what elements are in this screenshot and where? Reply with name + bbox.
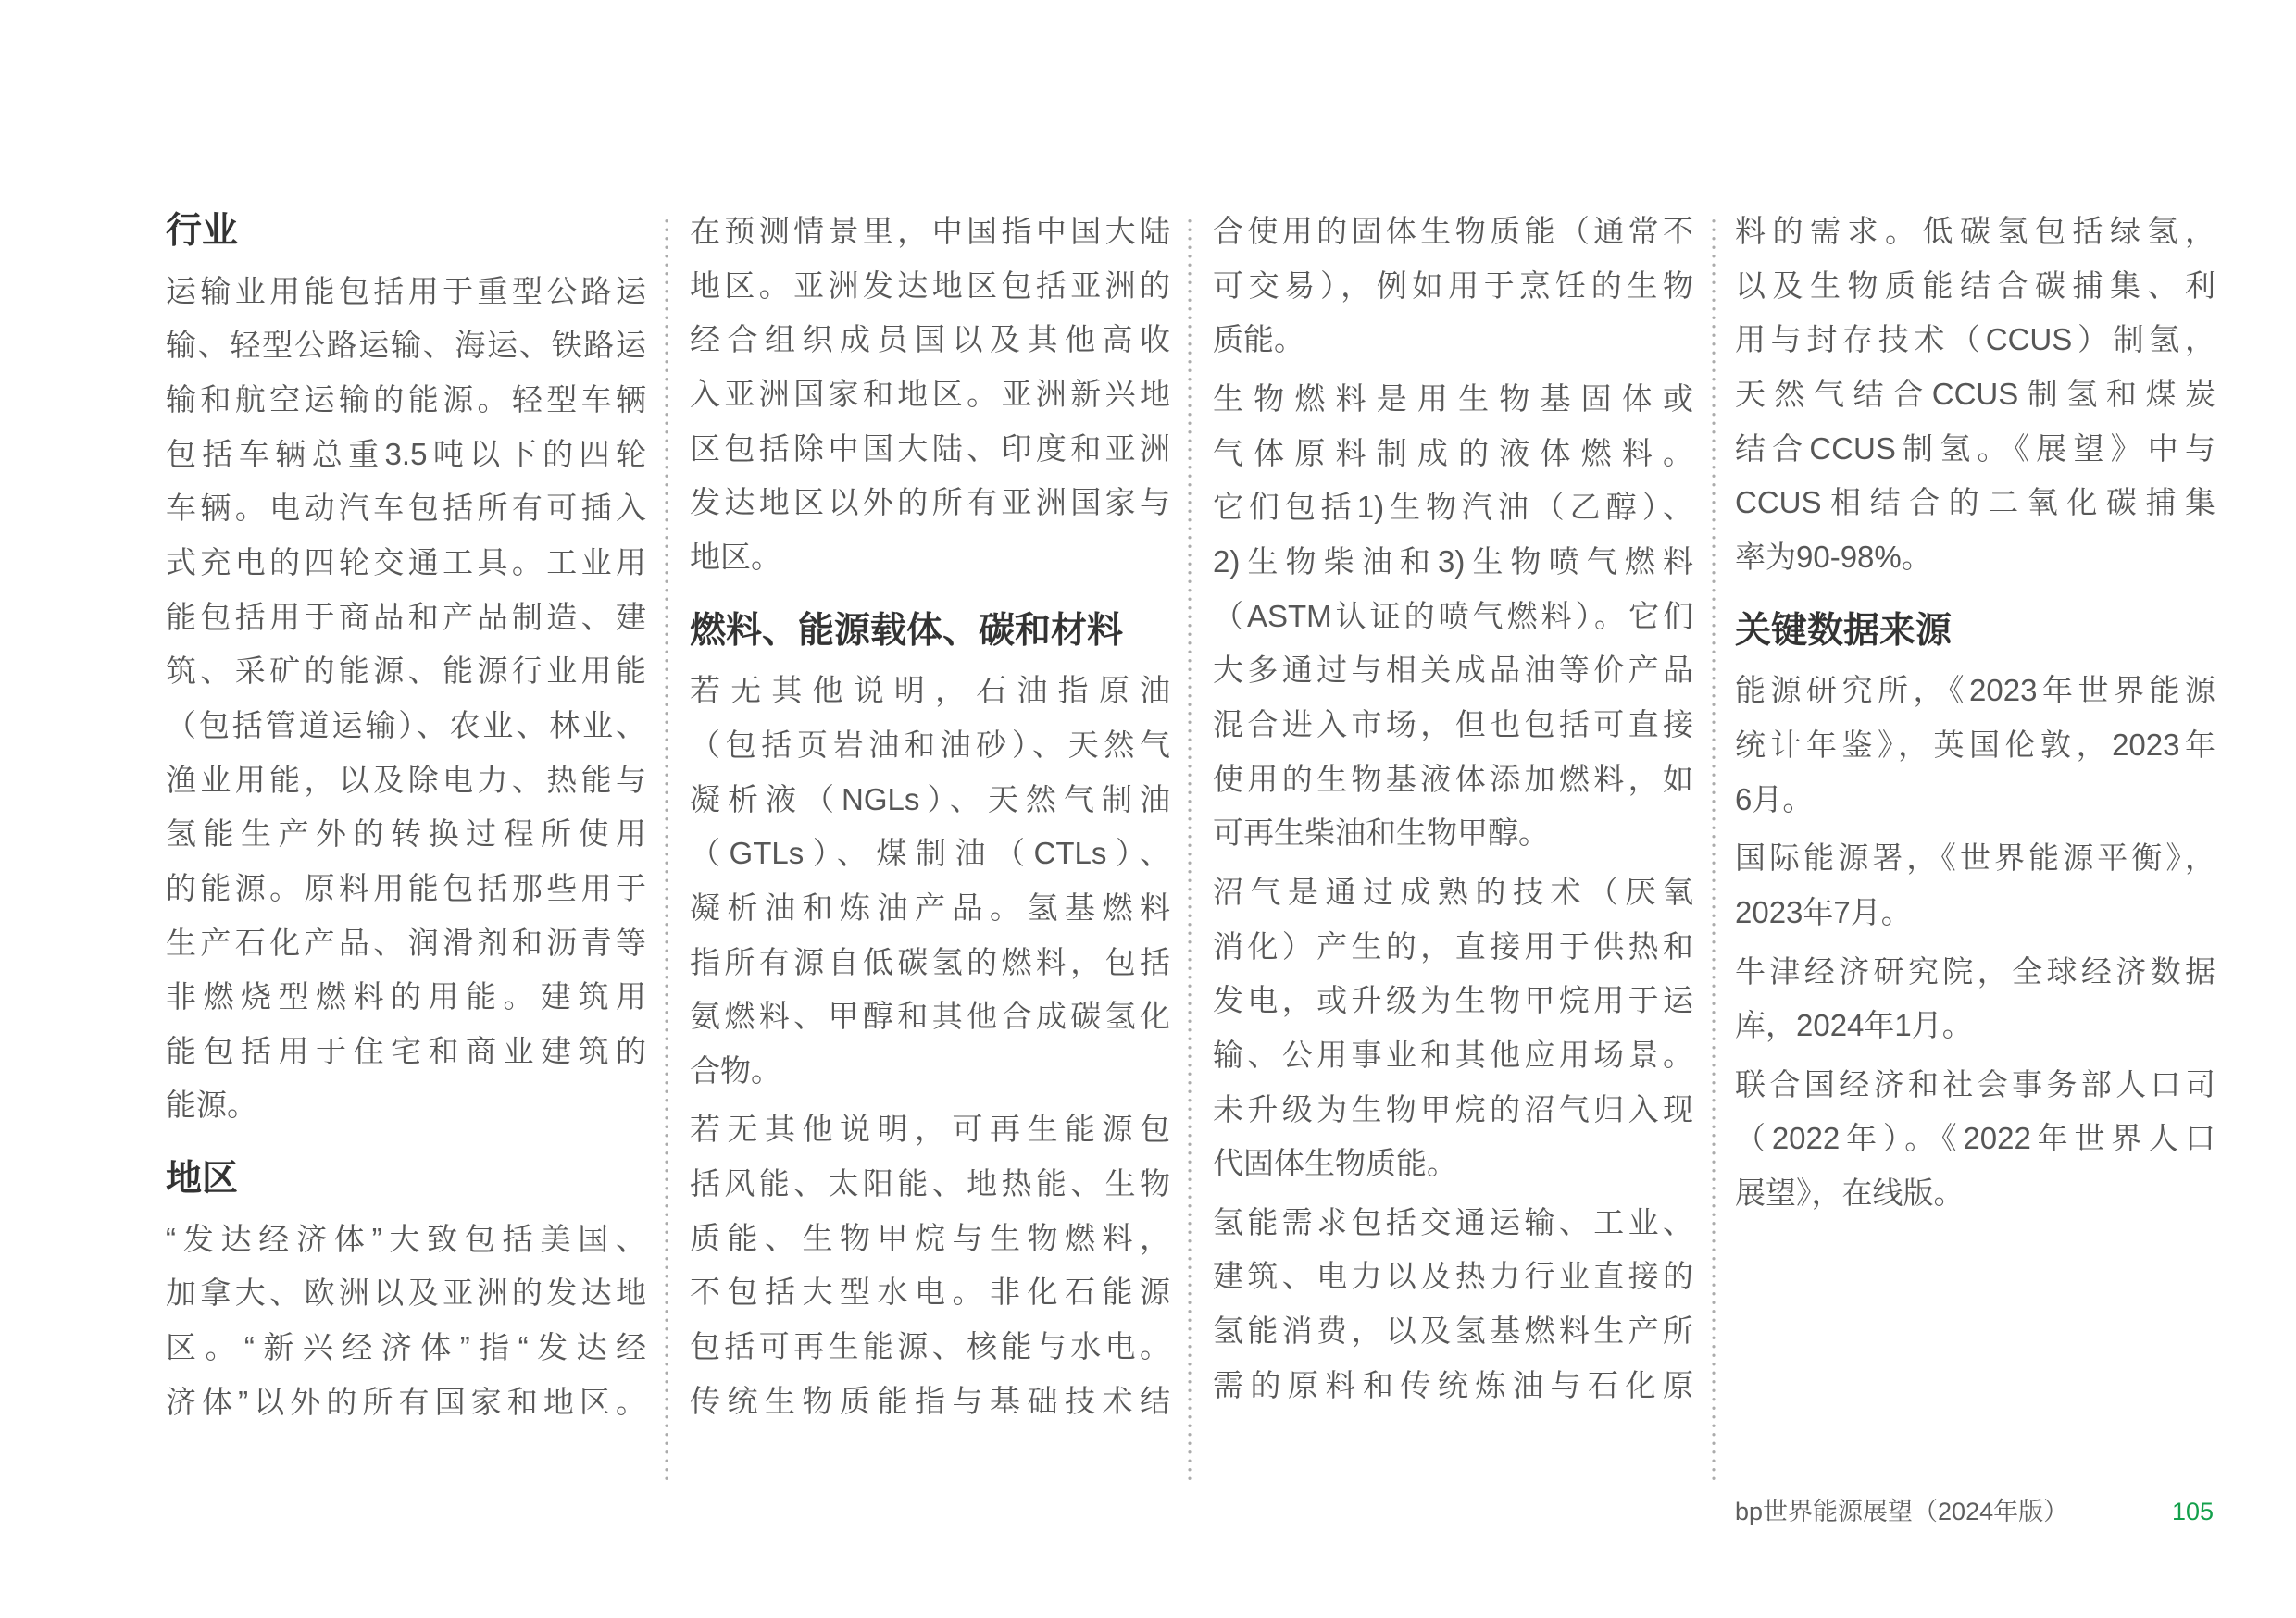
text-line: 6月。 xyxy=(1735,781,1814,816)
text-line: 区包括除中国大陆、印度和亚洲 xyxy=(690,430,1170,466)
text-line: 地区。亚洲发达地区包括亚洲的 xyxy=(690,268,1170,303)
column-divider xyxy=(1712,217,1716,1482)
text-line: 合物。 xyxy=(690,1052,781,1088)
text-line: 它们包括1)生物汽油（乙醇）、 xyxy=(1213,490,1693,525)
text-line: 经合组织成员国以及其他高收 xyxy=(690,322,1170,357)
paragraph-sector-definitions xyxy=(166,265,646,1134)
text-line: 传统生物质能指与基础技术结 xyxy=(690,1383,1170,1418)
text-line: 统计年鉴》，英国伦敦，2023年 xyxy=(1735,727,2215,762)
text-line: 入亚洲国家和地区。亚洲新兴地 xyxy=(690,376,1170,411)
text-line: 济体”以外的所有国家和地区。 xyxy=(166,1384,646,1419)
footer-publication-title: bp世界能源展望（2024年版） xyxy=(1735,1498,2069,1525)
text-line: 包括车辆总重3.5吨以下的四轮 xyxy=(166,436,646,471)
text-line: 质能。 xyxy=(1213,322,1304,357)
text-line: 发电，或升级为生物甲烷用于运 xyxy=(1213,983,1693,1018)
text-line: 以及生物质能结合碳捕集、利 xyxy=(1735,268,2215,303)
text-line: （GTLs）、煤制油（CTLs）、 xyxy=(690,836,1170,871)
text-line: 非燃烧型燃料的用能。建筑用 xyxy=(166,979,646,1014)
page-number: 105 xyxy=(2171,1498,2214,1525)
text-line: （包括页岩油和油砂）、天然气 xyxy=(690,727,1170,762)
text-line: 大多通过与相关成品油等价产品 xyxy=(1213,653,1693,688)
text-line: 生物燃料是用生物基固体或 xyxy=(1213,380,1693,416)
text-line: 2)生物柴油和3)生物喷气燃料 xyxy=(1213,543,1693,579)
text-line: 输和航空运输的能源。轻型车辆 xyxy=(166,381,646,417)
text-line: 在预测情景里，中国指中国大陆 xyxy=(690,214,1170,248)
text-line: 2023年7月。 xyxy=(1735,894,1912,929)
column-2 xyxy=(690,205,1170,1433)
text-line: 凝析油和炼油产品。氢基燃料 xyxy=(690,890,1170,925)
text-line: 能源。 xyxy=(166,1088,257,1123)
text-line: 式充电的四轮交通工具。工业用 xyxy=(166,544,646,579)
paragraph-renewables xyxy=(690,1102,1170,1428)
paragraph-traditional-biomass-cont xyxy=(1213,205,1693,367)
paragraph-hydrogen-demand xyxy=(1213,1196,1693,1413)
text-line: 需的原料和传统炼油与石化原 xyxy=(1213,1367,1693,1402)
source-entry xyxy=(1735,1058,2215,1221)
text-line: 筑、采矿的能源、能源行业用能 xyxy=(166,653,646,689)
text-line: 展望》，在线版。 xyxy=(1735,1176,1965,1211)
text-line: 若无其他说明，可再生能源包 xyxy=(690,1112,1170,1147)
text-line: （ASTM认证的喷气燃料）。它们 xyxy=(1213,598,1693,633)
text-line: 氨燃料、甲醇和其他合成碳氢化 xyxy=(690,999,1170,1034)
column-4 xyxy=(1735,205,2215,1226)
column-1 xyxy=(166,205,646,1434)
paragraph-biogas xyxy=(1213,865,1693,1191)
text-line: 车辆。电动汽车包括所有可插入 xyxy=(166,491,646,526)
text-line: 率为90-98%。 xyxy=(1735,539,1932,574)
source-entry xyxy=(1735,945,2215,1053)
text-line: 加拿大、欧洲以及亚洲的发达地 xyxy=(166,1276,646,1311)
text-line: 若无其他说明，石油指原油 xyxy=(690,673,1170,708)
text-line: 消化）产生的，直接用于供热和 xyxy=(1213,928,1693,964)
text-line: 输、公用事业和其他应用场景。 xyxy=(1213,1037,1693,1072)
text-line: 用与封存技术（CCUS）制氢， xyxy=(1735,322,2215,357)
text-line: 代固体生物质能。 xyxy=(1213,1146,1457,1181)
text-line: （包括管道运输）、农业、林业、 xyxy=(166,707,646,742)
text-line: “发达经济体”大致包括美国、 xyxy=(166,1221,646,1256)
text-line: 区。“新兴经济体”指“发达经 xyxy=(166,1330,646,1365)
text-line: 能包括用于住宅和商业建筑的 xyxy=(166,1033,646,1068)
text-line: 氢能消费，以及氢基燃料生产所 xyxy=(1213,1313,1693,1349)
source-entry xyxy=(1735,664,2215,827)
text-line: 输、轻型公路运输、海运、铁路运 xyxy=(166,328,646,363)
text-line: 联合国经济和社会事务部人口司 xyxy=(1735,1066,2215,1101)
paragraph-china-asia-definitions xyxy=(690,205,1170,585)
paragraph-low-carbon-hydrogen xyxy=(1735,205,2215,585)
text-line: 合使用的固体生物质能（通常不 xyxy=(1213,214,1693,248)
source-entry xyxy=(1735,831,2215,940)
text-line: 建筑、电力以及热力行业直接的 xyxy=(1213,1259,1693,1294)
text-line: CCUS相结合的二氧化碳捕集 xyxy=(1735,485,2215,520)
text-line: 能源研究所，《2023年世界能源 xyxy=(1735,673,2215,708)
paragraph-oil-hydrogen-fuels xyxy=(690,664,1170,1098)
text-line: 能包括用于商品和产品制造、建 xyxy=(166,599,646,634)
paragraph-region-definitions xyxy=(166,1213,646,1430)
text-line: 气体原料制成的液体燃料。 xyxy=(1213,435,1693,470)
text-line: 天然气结合CCUS制氢和煤炭 xyxy=(1735,376,2215,411)
text-line: 质能、生物甲烷与生物燃料， xyxy=(690,1220,1170,1255)
heading-key-data-sources: 关键数据来源 xyxy=(1735,610,1953,651)
text-line: 不包括大型水电。非化石能源 xyxy=(690,1275,1170,1310)
text-line: 料的需求。低碳氢包括绿氢， xyxy=(1735,214,2215,248)
text-line: 国际能源署，《世界能源平衡》， xyxy=(1735,840,2215,876)
column-divider xyxy=(665,217,668,1482)
text-line: 凝析液（NGLs）、天然气制油 xyxy=(690,781,1170,816)
text-line: 包括可再生能源、核能与水电。 xyxy=(690,1329,1170,1364)
text-line: （2022年）。《2022年世界人口 xyxy=(1735,1121,2215,1156)
column-divider xyxy=(1188,217,1192,1482)
text-line: 未升级为生物甲烷的沼气归入现 xyxy=(1213,1091,1693,1126)
column-3 xyxy=(1213,205,1693,1417)
text-line: 牛津经济研究院，全球经济数据 xyxy=(1735,953,2215,989)
text-line: 混合进入市场，但也包括可直接 xyxy=(1213,706,1693,741)
text-line: 运输业用能包括用于重型公路运 xyxy=(166,273,646,308)
heading-industry: 行业 xyxy=(166,211,239,251)
heading-fuels-carriers-carbon-materials: 燃料、能源载体、碳和材料 xyxy=(690,610,1124,651)
text-line: 渔业用能，以及除电力、热能与 xyxy=(166,762,646,797)
text-line: 氢能生产外的转换过程所使用 xyxy=(166,816,646,852)
text-line: 地区。 xyxy=(690,539,781,574)
heading-regions: 地区 xyxy=(166,1159,239,1200)
text-line: 库，2024年1月。 xyxy=(1735,1008,1973,1043)
text-line: 指所有源自低碳氢的燃料，包括 xyxy=(690,944,1170,979)
text-line: 可再生柴油和生物甲醇。 xyxy=(1213,815,1549,851)
text-line: 氢能需求包括交通运输、工业、 xyxy=(1213,1204,1693,1239)
text-line: 括风能、太阳能、地热能、生物 xyxy=(690,1166,1170,1201)
paragraph-biofuels xyxy=(1213,372,1693,861)
text-line: 可交易），例如用于烹饪的生物 xyxy=(1213,268,1693,303)
text-line: 的能源。原料用能包括那些用于 xyxy=(166,870,646,905)
text-line: 生产石化产品、润滑剂和沥青等 xyxy=(166,925,646,960)
text-line: 沼气是通过成熟的技术（厌氧 xyxy=(1213,874,1693,909)
text-line: 发达地区以外的所有亚洲国家与 xyxy=(690,485,1170,520)
text-line: 使用的生物基液体添加燃料，如 xyxy=(1213,761,1693,796)
text-line: 结合CCUS制氢。《展望》中与 xyxy=(1735,430,2215,466)
